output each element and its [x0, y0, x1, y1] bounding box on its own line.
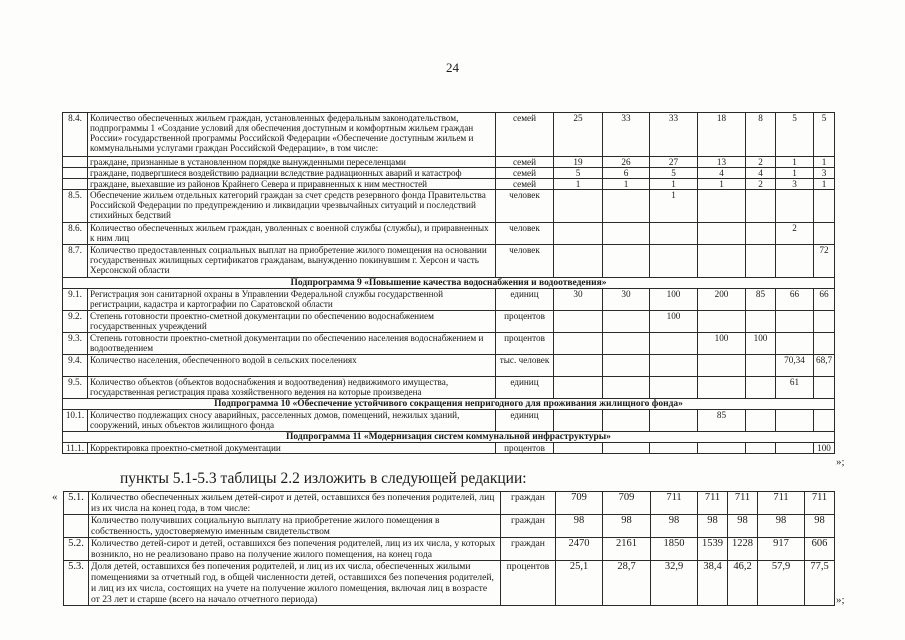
row-number: 8.5.	[63, 190, 88, 223]
value-cell	[603, 410, 650, 432]
indicator-name: граждане, выехавшие из районов Крайнего Севера и приравненных к ним местностей	[88, 179, 496, 190]
value-cell: 26	[603, 157, 650, 168]
row-number: 8.4.	[63, 113, 88, 157]
row-number	[64, 515, 89, 538]
unit-cell: семей	[496, 113, 554, 157]
value-cell: 2161	[603, 538, 651, 561]
value-cell	[814, 333, 835, 355]
value-cell: 68,7	[814, 355, 835, 377]
unit-cell: процентов	[496, 311, 554, 333]
value-cell: 1	[814, 157, 835, 168]
value-cell	[746, 245, 776, 278]
unit-cell: тыс. человек	[496, 355, 554, 377]
amendment-sentence: пункты 5.1-5.3 таблицы 2.2 изложить в следующей редакции:	[120, 470, 527, 487]
value-cell: 66	[776, 289, 814, 311]
value-cell	[554, 333, 603, 355]
row-number: 9.2.	[63, 311, 88, 333]
value-cell: 33	[603, 113, 650, 157]
table-row	[63, 223, 835, 245]
value-cell: 917	[758, 538, 805, 561]
value-cell	[603, 355, 650, 377]
subprogram-header-row	[63, 399, 835, 410]
row-number: 10.1.	[63, 410, 88, 432]
value-cell: 1	[776, 157, 814, 168]
row-number	[63, 157, 88, 168]
value-cell: 85	[698, 410, 746, 432]
value-cell: 1	[698, 179, 746, 190]
value-cell	[746, 443, 776, 454]
value-cell: 28,7	[603, 561, 651, 606]
value-cell	[776, 333, 814, 355]
value-cell: 2	[746, 179, 776, 190]
table-row	[63, 333, 835, 355]
value-cell: 98	[651, 515, 698, 538]
value-cell	[603, 223, 650, 245]
value-cell: 100	[650, 311, 698, 333]
subprogram-title: Подпрограмма 10 «Обеспечение устойчивого сокращения непригодного для проживания жилищного фонда»	[63, 399, 835, 410]
value-cell	[776, 443, 814, 454]
row-number: 9.4.	[63, 355, 88, 377]
row-number: 9.3.	[63, 333, 88, 355]
value-cell	[650, 333, 698, 355]
value-cell: 100	[814, 443, 835, 454]
unit-cell: человек	[496, 245, 554, 278]
table-row	[63, 443, 835, 454]
subprogram-title: Подпрограмма 9 «Повышение качества водоснабжения и водоотведения»	[63, 278, 835, 289]
unit-cell: граждан	[501, 515, 556, 538]
table-2-2-rows	[63, 491, 835, 606]
value-cell: 5	[776, 113, 814, 157]
subprogram-header-row	[63, 432, 835, 443]
row-number	[63, 168, 88, 179]
value-cell	[746, 377, 776, 399]
unit-cell: семей	[496, 168, 554, 179]
indicator-name: Количество получивших социальную выплату на приобретение жилого помещения в собственность, удостоверяемую именным свидетельством	[89, 515, 501, 538]
value-cell: 1	[776, 168, 814, 179]
value-cell: 4	[746, 168, 776, 179]
value-cell	[776, 245, 814, 278]
value-cell: 711	[651, 492, 698, 515]
value-cell: 98	[603, 515, 651, 538]
value-cell: 709	[603, 492, 651, 515]
value-cell: 25,1	[556, 561, 603, 606]
value-cell	[776, 190, 814, 223]
value-cell: 711	[698, 492, 728, 515]
value-cell	[746, 223, 776, 245]
value-cell: 5	[554, 168, 603, 179]
table-row	[63, 168, 835, 179]
value-cell: 30	[603, 289, 650, 311]
indicator-name: Доля детей, оставшихся без попечения родителей, и лиц из их числа, обеспеченных жилыми помещениями за отчетный год, в общей численности детей, оставшихся без попечения родителей, и лиц из их числа, состоящих на учете на получение жилого помещения, включая лиц в возрасте от 23 лет и старше (всего на начало отчетного периода)	[89, 561, 501, 606]
indicator-name: Количество предоставленных социальных выплат на приобретение жилого помещения на основании государственных жилищных сертификатов гражданам, вынужденно покинувшим г. Херсон и часть Херсонской области	[88, 245, 496, 278]
value-cell: 18	[698, 113, 746, 157]
value-cell: 33	[650, 113, 698, 157]
table-row	[63, 355, 835, 377]
value-cell: 711	[805, 492, 835, 515]
value-cell: 2	[776, 223, 814, 245]
value-cell: 3	[776, 179, 814, 190]
value-cell	[554, 355, 603, 377]
unit-cell: семей	[496, 157, 554, 168]
indicator-name: Количество подлежащих сносу аварийных, расселенных домов, помещений, нежилых зданий, сооружений, иных объектов жилищного фонда	[88, 410, 496, 432]
value-cell	[814, 311, 835, 333]
table-row	[64, 492, 835, 515]
value-cell	[746, 355, 776, 377]
unit-cell: человек	[496, 190, 554, 223]
value-cell	[698, 443, 746, 454]
row-number: 9.1.	[63, 289, 88, 311]
value-cell: 606	[805, 538, 835, 561]
value-cell	[746, 190, 776, 223]
value-cell: 57,9	[758, 561, 805, 606]
indicator-name: Корректировка проектно-сметной документации	[88, 443, 496, 454]
table-row	[63, 410, 835, 432]
indicator-name: граждане, признанные в установленном порядке вынужденными переселенцами	[88, 157, 496, 168]
value-cell: 30	[554, 289, 603, 311]
subprogram-header-row	[63, 278, 835, 289]
value-cell: 100	[698, 333, 746, 355]
value-cell: 1539	[698, 538, 728, 561]
value-cell: 1	[814, 179, 835, 190]
value-cell	[814, 190, 835, 223]
value-cell	[603, 443, 650, 454]
value-cell: 2470	[556, 538, 603, 561]
table-row	[64, 561, 835, 606]
table-row	[63, 113, 835, 157]
page-number: 24	[446, 60, 459, 75]
value-cell	[776, 410, 814, 432]
indicator-name: Количество объектов (объектов водоснабжения и водоотведения) недвижимого имущества, государственная регистрация права хозяйственного ведения на которые произведена	[88, 377, 496, 399]
value-cell	[603, 245, 650, 278]
value-cell: 3	[814, 168, 835, 179]
value-cell: 98	[698, 515, 728, 538]
value-cell: 1	[554, 179, 603, 190]
value-cell	[554, 377, 603, 399]
indicator-name: Количество обеспеченных жильем детей-сирот и детей, оставшихся без попечения родителей, лиц из их числа на конец года, в том числе:	[89, 492, 501, 515]
indicator-name: Количество обеспеченных жильем граждан, установленных федеральным законодательством, подпрограммы 1 «Создание условий для обеспечения доступным и комфортным жильем граждан России» государственной программы Российской Федерации «Обеспечение доступным жильем и коммунальными услугами граждан Российской Федерации», в том числе:	[88, 113, 496, 157]
row-number: 8.7.	[63, 245, 88, 278]
unit-cell: граждан	[501, 538, 556, 561]
indicator-name: Степень готовности проектно-сметной документации по обеспечению водоснабжением государственных учреждений	[88, 311, 496, 333]
indicator-name: Количество детей-сирот и детей, оставшихся без попечения родителей, лиц из их числа, у которых возникло, но не реализовано право на получение жилого помещения, на конец года	[89, 538, 501, 561]
value-cell: 98	[728, 515, 758, 538]
value-cell: 85	[746, 289, 776, 311]
closing-quote-mark-2: »;	[836, 594, 845, 606]
value-cell: 5	[814, 113, 835, 157]
value-cell	[698, 311, 746, 333]
value-cell: 72	[814, 245, 835, 278]
unit-cell: семей	[496, 179, 554, 190]
table-row	[63, 245, 835, 278]
value-cell	[554, 223, 603, 245]
value-cell: 98	[805, 515, 835, 538]
indicator-name: Обеспечение жильем отдельных категорий граждан за счет средств резервного фонда Правительства Российской Федерации по предупреждению и ликвидации чрезвычайных ситуаций и последствий стихийных бедствий	[88, 190, 496, 223]
value-cell: 1850	[651, 538, 698, 561]
row-number: 5.3.	[64, 561, 89, 606]
value-cell	[746, 311, 776, 333]
table-row	[63, 190, 835, 223]
opening-quote-mark: «	[52, 491, 58, 503]
value-cell: 711	[758, 492, 805, 515]
value-cell	[698, 377, 746, 399]
value-cell	[603, 333, 650, 355]
value-cell: 66	[814, 289, 835, 311]
value-cell: 77,5	[805, 561, 835, 606]
value-cell: 1	[650, 179, 698, 190]
value-cell: 6	[603, 168, 650, 179]
indicators-table-continued	[62, 112, 835, 454]
table-row	[63, 157, 835, 168]
value-cell	[776, 311, 814, 333]
value-cell	[650, 410, 698, 432]
value-cell: 200	[698, 289, 746, 311]
value-cell	[814, 223, 835, 245]
unit-cell: процентов	[496, 443, 554, 454]
indicator-name: граждане, подвергшиеся воздействию радиации вследствие радиационных аварий и катастроф	[88, 168, 496, 179]
value-cell	[554, 410, 603, 432]
value-cell	[603, 190, 650, 223]
value-cell: 4	[698, 168, 746, 179]
value-cell	[603, 377, 650, 399]
value-cell: 70,34	[776, 355, 814, 377]
value-cell	[746, 410, 776, 432]
value-cell	[698, 355, 746, 377]
value-cell: 1	[603, 179, 650, 190]
row-number: 11.1.	[63, 443, 88, 454]
unit-cell: процентов	[501, 561, 556, 606]
value-cell: 5	[650, 168, 698, 179]
value-cell: 711	[728, 492, 758, 515]
value-cell: 98	[758, 515, 805, 538]
table-row	[64, 538, 835, 561]
value-cell	[554, 311, 603, 333]
value-cell: 13	[698, 157, 746, 168]
value-cell: 19	[554, 157, 603, 168]
unit-cell: человек	[496, 223, 554, 245]
table-row	[63, 179, 835, 190]
value-cell	[698, 245, 746, 278]
table-row	[63, 311, 835, 333]
value-cell	[650, 245, 698, 278]
row-number	[63, 179, 88, 190]
value-cell	[698, 190, 746, 223]
subprogram-title: Подпрограмма 11 «Модернизация систем коммунальной инфраструктуры»	[63, 432, 835, 443]
unit-cell: граждан	[501, 492, 556, 515]
value-cell: 1	[650, 190, 698, 223]
value-cell	[698, 223, 746, 245]
value-cell: 38,4	[698, 561, 728, 606]
value-cell	[814, 377, 835, 399]
indicator-name: Регистрация зон санитарной охраны в Управлении Федеральной службы государственной регистрации, кадастра и картографии по Саратовской области	[88, 289, 496, 311]
value-cell: 61	[776, 377, 814, 399]
value-cell	[650, 223, 698, 245]
row-number: 9.5.	[63, 377, 88, 399]
value-cell: 100	[746, 333, 776, 355]
value-cell	[650, 377, 698, 399]
unit-cell: единиц	[496, 289, 554, 311]
row-number: 8.6.	[63, 223, 88, 245]
row-number: 5.2.	[64, 538, 89, 561]
table-row	[64, 515, 835, 538]
value-cell: 100	[650, 289, 698, 311]
value-cell	[603, 311, 650, 333]
indicator-name: Количество обеспеченных жильем граждан, уволенных с военной службы (службы), и приравненных к ним лиц	[88, 223, 496, 245]
value-cell	[554, 245, 603, 278]
table-row	[63, 377, 835, 399]
value-cell: 2	[746, 157, 776, 168]
value-cell	[814, 410, 835, 432]
value-cell: 32,9	[651, 561, 698, 606]
value-cell	[554, 443, 603, 454]
value-cell: 1228	[728, 538, 758, 561]
unit-cell: единиц	[496, 410, 554, 432]
indicator-name: Количество населения, обеспеченного водой в сельских поселениях	[88, 355, 496, 377]
value-cell	[650, 443, 698, 454]
value-cell: 8	[746, 113, 776, 157]
indicator-name: Степень готовности проектно-сметной документации по обеспечению населения водоснабжением и водоотведением	[88, 333, 496, 355]
unit-cell: единиц	[496, 377, 554, 399]
closing-quote-mark: »;	[836, 456, 845, 468]
value-cell: 27	[650, 157, 698, 168]
value-cell: 709	[556, 492, 603, 515]
unit-cell: процентов	[496, 333, 554, 355]
value-cell	[650, 355, 698, 377]
table-row	[63, 289, 835, 311]
value-cell: 46,2	[728, 561, 758, 606]
value-cell	[554, 190, 603, 223]
value-cell: 98	[556, 515, 603, 538]
row-number: 5.1.	[64, 492, 89, 515]
value-cell: 25	[554, 113, 603, 157]
